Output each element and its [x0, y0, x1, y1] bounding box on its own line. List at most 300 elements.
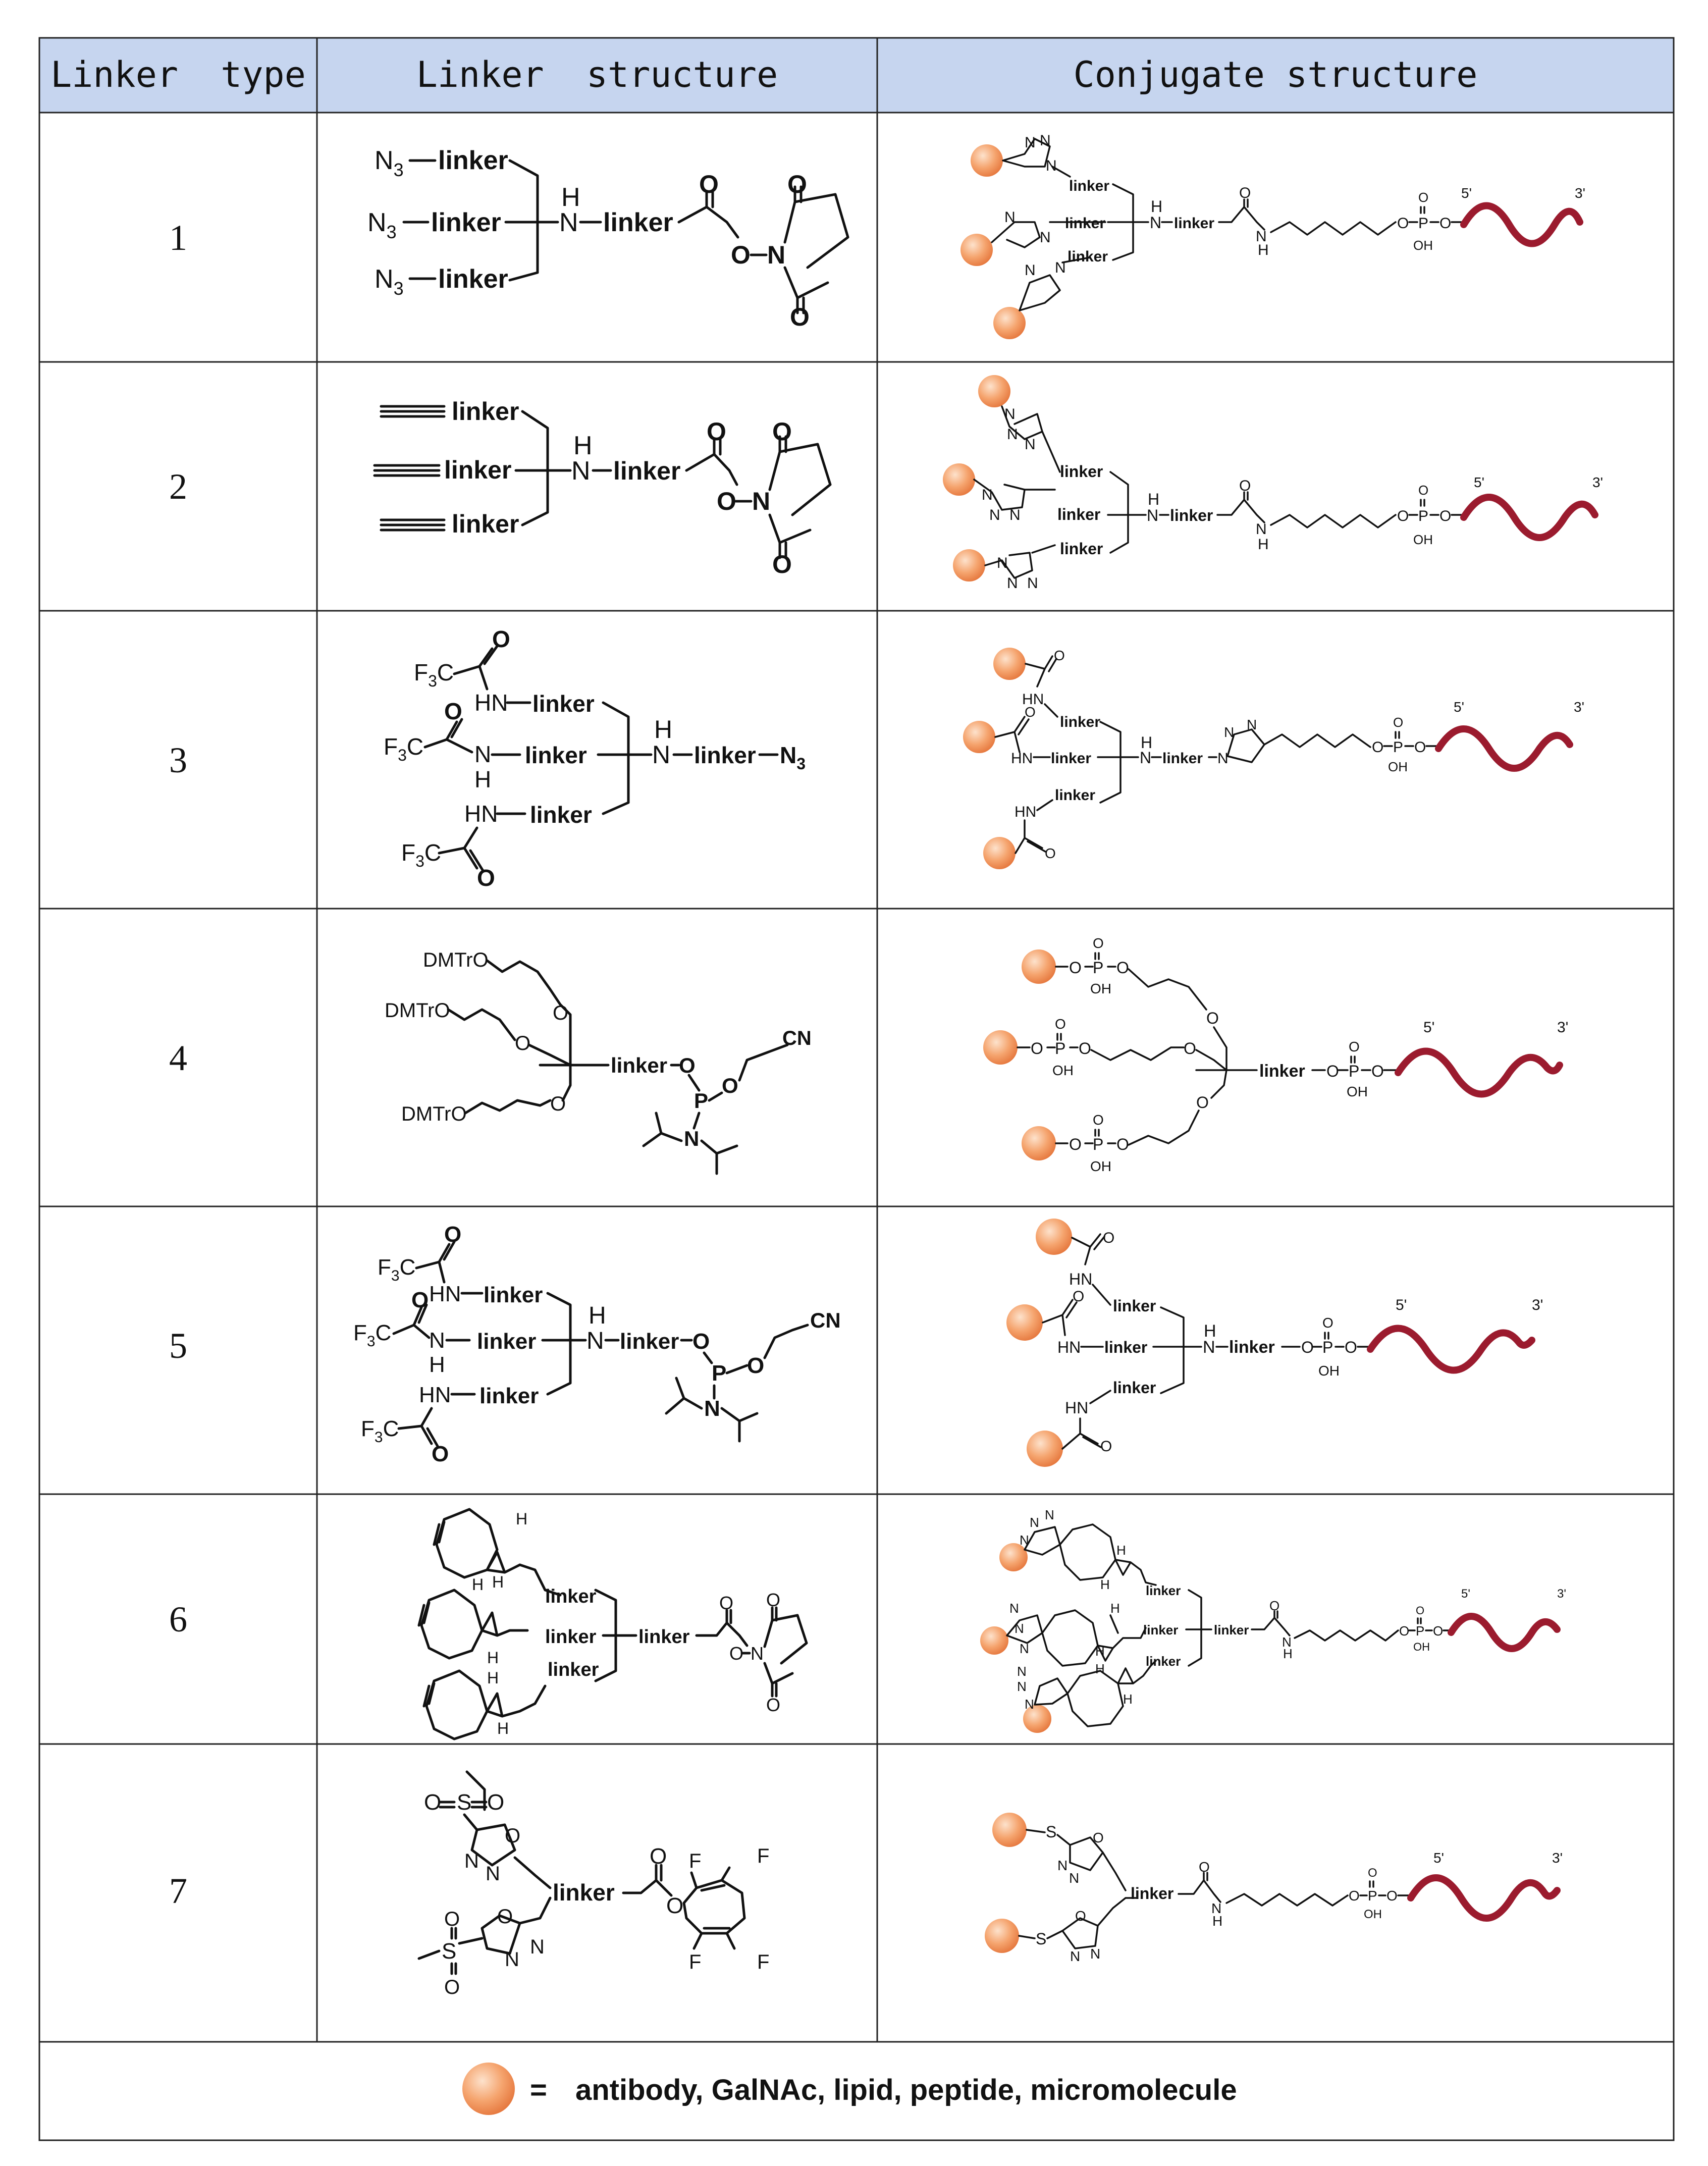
svg-text:linker: linker: [1060, 714, 1101, 730]
svg-text:H: H: [516, 1510, 528, 1528]
svg-text:N: N: [1004, 406, 1016, 422]
svg-text:O: O: [553, 1002, 569, 1024]
svg-text:linker: linker: [1060, 540, 1103, 558]
linker-structure-1: [367, 146, 848, 331]
svg-text:N: N: [982, 487, 993, 503]
rna-strand: [1398, 1051, 1560, 1094]
row-number-2: 2: [169, 466, 187, 507]
svg-text:linker: linker: [1068, 248, 1108, 265]
svg-text:linker: linker: [1131, 1884, 1174, 1903]
svg-text:HN: HN: [1022, 691, 1044, 708]
svg-text:O: O: [1439, 215, 1452, 232]
svg-text:CN: CN: [810, 1308, 841, 1332]
svg-text:N: N: [1140, 749, 1152, 767]
svg-text:linker: linker: [1051, 750, 1092, 767]
svg-text:O: O: [1093, 1830, 1104, 1845]
svg-text:P: P: [1416, 1623, 1425, 1639]
azide-3: $N_3$: [375, 265, 404, 299]
svg-text:O: O: [766, 1590, 781, 1610]
linker-label: linker: [431, 208, 501, 237]
svg-text:linker: linker: [638, 1626, 690, 1648]
svg-text:O: O: [497, 1906, 513, 1928]
svg-text:O: O: [444, 1222, 462, 1247]
linker-label: linker: [438, 146, 508, 175]
svg-text:O: O: [1073, 1288, 1085, 1305]
svg-text:O: O: [1093, 1112, 1104, 1128]
svg-text:H: H: [492, 1573, 504, 1591]
svg-text:O: O: [707, 417, 726, 446]
svg-text:linker: linker: [452, 397, 519, 426]
ligand-sphere: [960, 234, 993, 266]
svg-text:O: O: [1399, 1623, 1410, 1639]
svg-text:HN: HN: [464, 801, 498, 827]
svg-text:O: O: [719, 1593, 734, 1613]
svg-text:O: O: [1206, 1009, 1219, 1027]
svg-text:N: N: [1203, 1338, 1215, 1357]
svg-text:linker: linker: [1104, 1338, 1148, 1356]
svg-text:O: O: [1372, 739, 1384, 756]
svg-text:O: O: [1349, 1888, 1360, 1904]
legend: [462, 2063, 1237, 2115]
svg-text:N: N: [1224, 724, 1235, 740]
svg-text:O: O: [1371, 1062, 1384, 1080]
svg-text:F: F: [757, 1845, 770, 1867]
svg-text:linker: linker: [620, 1329, 679, 1354]
svg-text:P: P: [1349, 1062, 1360, 1080]
svg-text:H: H: [654, 715, 673, 744]
svg-text:O: O: [515, 1032, 531, 1054]
svg-text:O: O: [717, 487, 736, 515]
svg-text:H: H: [1110, 1601, 1120, 1616]
svg-text:O: O: [1196, 1093, 1209, 1112]
svg-text:O: O: [550, 1093, 566, 1115]
svg-text:F3C: $F_3C$: [401, 839, 442, 870]
svg-text:O: O: [411, 1288, 429, 1312]
svg-text:O: O: [1055, 1016, 1066, 1032]
ligand-sphere: [971, 144, 1003, 177]
svg-text:H: H: [589, 1302, 606, 1329]
svg-text:N: N: [1030, 1515, 1039, 1530]
svg-text:N: N: [652, 741, 671, 769]
svg-text:O: O: [1368, 1866, 1377, 1880]
svg-text:H: H: [472, 1575, 484, 1594]
svg-text:N: N: [1020, 1533, 1029, 1548]
svg-text:linker: linker: [1065, 215, 1106, 232]
svg-text:linker: linker: [1170, 506, 1213, 524]
o-atom: O: [787, 170, 807, 198]
svg-text:N: N: [1282, 1634, 1292, 1650]
svg-text:linker: linker: [545, 1626, 597, 1648]
svg-text:OH: OH: [1090, 981, 1111, 996]
svg-text:linker: linker: [1055, 787, 1096, 804]
svg-text:N: N: [1025, 134, 1036, 151]
svg-text:F: F: [689, 1850, 702, 1872]
svg-text:3': 3': [1557, 1019, 1569, 1036]
o-atom: O: [731, 241, 751, 269]
linker-structure-2: [375, 397, 830, 578]
svg-text:O: O: [1269, 1598, 1280, 1613]
svg-text:O: O: [1100, 1438, 1112, 1455]
svg-text:linker: linker: [545, 1586, 597, 1607]
row-number-5: 5: [169, 1326, 187, 1366]
svg-text:linker: linker: [1162, 750, 1203, 767]
svg-text:N: N: [1057, 1858, 1068, 1873]
svg-text:linker: linker: [452, 510, 519, 538]
svg-text:O: O: [1433, 1623, 1444, 1639]
header-linker-type: Linker type: [50, 54, 306, 95]
svg-text:H: H: [474, 766, 492, 793]
svg-text:N: N: [1256, 521, 1267, 538]
conjugate-structure-6: [980, 1507, 1566, 1733]
svg-text:N: N: [586, 1328, 604, 1354]
svg-text:5': 5': [1474, 474, 1484, 490]
svg-text:linker: linker: [613, 457, 681, 485]
svg-text:N: N: [1025, 436, 1036, 453]
svg-text:O: O: [1075, 1908, 1086, 1924]
linker-structure-6: [419, 1509, 807, 1739]
conjugate-structure-7: [985, 1813, 1563, 1964]
svg-text:O: O: [1199, 1859, 1210, 1875]
svg-text:5': 5': [1454, 699, 1464, 715]
svg-text:N: N: [1247, 717, 1257, 732]
svg-text:O: O: [1239, 185, 1251, 201]
n-atom: N: [767, 241, 786, 269]
rna-strand: [1411, 1878, 1557, 1918]
svg-text:linker: linker: [1174, 215, 1215, 232]
svg-text:O: O: [1069, 1135, 1082, 1153]
conjugate-structure-1: [960, 132, 1585, 339]
svg-text:H: H: [573, 431, 593, 460]
linker-label: linker: [438, 265, 508, 294]
azide-2: $N_3$: [367, 208, 397, 242]
svg-text:O: O: [444, 1976, 460, 1998]
svg-text:N: N: [684, 1127, 700, 1150]
svg-text:linker: linker: [1146, 1654, 1181, 1669]
svg-text:OH: OH: [1318, 1363, 1340, 1379]
svg-text:O: O: [477, 865, 495, 891]
svg-text:3': 3': [1575, 185, 1585, 201]
svg-text:H: H: [497, 1719, 509, 1737]
svg-text:5': 5': [1461, 1587, 1470, 1601]
svg-text:linker: linker: [548, 1659, 599, 1680]
svg-text:O: O: [1386, 1888, 1398, 1904]
svg-text:N: N: [1007, 426, 1018, 443]
svg-text:CN: CN: [782, 1027, 812, 1049]
svg-text:O: O: [492, 626, 510, 652]
svg-text:O: O: [1418, 483, 1429, 498]
svg-text:5': 5': [1396, 1297, 1407, 1313]
svg-text:H: H: [1258, 242, 1269, 258]
svg-text:linker: linker: [530, 802, 592, 828]
svg-text:linker: linker: [611, 1053, 668, 1077]
svg-text:linker: linker: [1113, 1297, 1156, 1315]
svg-text:N: N: [752, 487, 771, 515]
svg-text:O: O: [1116, 1135, 1129, 1153]
legend-equals: =: [530, 2074, 547, 2106]
svg-text:N: N: [1009, 1601, 1019, 1616]
svg-text:OH: OH: [1052, 1063, 1074, 1078]
svg-text:N: N: [464, 1850, 479, 1872]
row-number-6: 6: [169, 1599, 187, 1640]
svg-text:H: H: [1095, 1661, 1105, 1676]
svg-text:P: P: [1093, 1135, 1104, 1153]
svg-text:N: N: [1040, 132, 1051, 149]
svg-text:N: N: [1090, 1946, 1101, 1962]
h-atom: H: [561, 183, 580, 212]
svg-text:O: O: [1418, 190, 1429, 205]
svg-text:F3C: $F_3C$: [384, 733, 424, 764]
svg-text:3': 3': [1552, 1850, 1563, 1866]
svg-text:N: N: [1025, 1697, 1034, 1712]
svg-text:N: N: [486, 1863, 500, 1885]
svg-text:S: S: [1046, 1823, 1057, 1841]
svg-text:O: O: [1054, 648, 1065, 663]
svg-text:N: N: [1040, 229, 1051, 246]
svg-text:OH: OH: [1347, 1084, 1368, 1099]
svg-text:O: O: [729, 1643, 744, 1664]
svg-text:linker: linker: [525, 742, 587, 768]
rna-strand: [1464, 497, 1595, 538]
legend-sphere: [462, 2063, 515, 2115]
svg-text:N: N: [429, 1328, 445, 1353]
conjugate-structure-4: [983, 935, 1568, 1174]
svg-text:HN: HN: [1069, 1270, 1093, 1288]
svg-text:O: O: [1025, 704, 1036, 720]
svg-text:HN: HN: [1057, 1338, 1081, 1356]
row-number-1: 1: [169, 218, 187, 258]
svg-text:DMTrO: DMTrO: [401, 1103, 467, 1125]
svg-text:linker: linker: [694, 742, 756, 768]
svg-text:N: N: [1004, 209, 1016, 226]
linker-structure-7: [419, 1772, 769, 1998]
svg-text:H: H: [1258, 536, 1269, 553]
svg-text:N: N: [1045, 1507, 1054, 1522]
svg-text:N: N: [474, 741, 492, 767]
svg-text:O: O: [1393, 715, 1404, 730]
svg-text:N: N: [1217, 750, 1229, 767]
svg-text:3': 3': [1557, 1587, 1566, 1601]
svg-text:N: N: [1015, 1621, 1024, 1636]
rna-strand: [1370, 1329, 1532, 1370]
svg-text:N: N: [530, 1936, 545, 1958]
svg-text:DMTrO: DMTrO: [385, 999, 450, 1022]
svg-text:O: O: [1031, 1039, 1043, 1058]
svg-text:O: O: [1301, 1338, 1314, 1356]
svg-text:P: P: [1093, 959, 1104, 977]
svg-text:P: P: [1322, 1338, 1333, 1356]
svg-text:N: N: [1211, 1900, 1222, 1916]
row-number-3: 3: [169, 740, 187, 780]
svg-text:N: N: [1009, 507, 1021, 523]
conjugate-structure-5: [1006, 1219, 1543, 1467]
header-linker-structure: Linker structure: [416, 54, 778, 95]
svg-text:O: O: [1439, 508, 1452, 524]
svg-text:O: O: [772, 550, 792, 578]
svg-text:HN: HN: [1011, 750, 1033, 767]
svg-text:O: O: [1239, 478, 1251, 494]
svg-text:O: O: [1326, 1062, 1339, 1080]
svg-text:O: O: [1079, 1039, 1091, 1058]
svg-text:P: P: [694, 1089, 709, 1113]
svg-text:linker: linker: [1143, 1622, 1179, 1637]
svg-text:O: O: [1397, 215, 1409, 232]
svg-text:3': 3': [1592, 474, 1603, 490]
svg-text:F: F: [757, 1951, 770, 1973]
svg-text:H: H: [1123, 1692, 1133, 1707]
svg-text:O: O: [1322, 1315, 1333, 1331]
svg-text:P: P: [1055, 1039, 1066, 1058]
svg-text:O: O: [1116, 959, 1129, 977]
svg-text:3': 3': [1532, 1297, 1543, 1313]
rna-strand: [1438, 729, 1570, 768]
svg-text:N3: $N_3$: [780, 742, 806, 773]
svg-text:F: F: [689, 1951, 702, 1973]
svg-text:linker: linker: [477, 1329, 537, 1354]
svg-text:N: N: [1055, 259, 1066, 276]
linker-structure-4: [385, 949, 812, 1174]
svg-text:N: N: [1070, 1948, 1081, 1964]
svg-text:OH: OH: [1364, 1908, 1382, 1921]
svg-text:S: S: [1036, 1930, 1047, 1948]
svg-text:O: O: [1416, 1604, 1425, 1617]
svg-text:linker: linker: [479, 1384, 539, 1408]
svg-text:H: H: [1151, 197, 1163, 216]
svg-text:N: N: [1020, 1641, 1029, 1656]
svg-text:5': 5': [1461, 185, 1472, 201]
svg-text:linker: linker: [1060, 462, 1103, 481]
n-atom: N: [559, 208, 578, 237]
svg-text:linker: linker: [553, 1879, 615, 1906]
svg-text:N: N: [704, 1396, 720, 1421]
header-conjugate-structure: Conjugate structure: [1073, 54, 1478, 95]
svg-text:DMTrO: DMTrO: [423, 949, 489, 971]
svg-text:F3C: $F_3C$: [378, 1255, 416, 1284]
svg-text:N: N: [1027, 575, 1038, 592]
svg-text:HN: HN: [429, 1282, 461, 1306]
svg-text:O: O: [1069, 959, 1082, 977]
svg-text:O: O: [692, 1329, 710, 1354]
svg-text:P: P: [1393, 739, 1404, 756]
legend-text: antibody, GalNAc, lipid, peptide, micromolecule: [575, 2074, 1237, 2106]
svg-text:N: N: [997, 555, 1008, 571]
svg-text:O: O: [487, 1790, 505, 1815]
svg-text:O: O: [444, 698, 462, 724]
svg-text:H: H: [1141, 733, 1153, 752]
linker-label: linker: [603, 208, 673, 237]
table-border: [39, 38, 1674, 2140]
svg-text:N: N: [1069, 1870, 1080, 1886]
svg-text:P: P: [1418, 508, 1429, 524]
linker-structure-3: [384, 626, 806, 891]
svg-text:O: O: [722, 1074, 738, 1097]
o-atom: O: [699, 170, 719, 198]
svg-text:P: P: [1368, 1888, 1377, 1904]
svg-text:N: N: [1025, 262, 1036, 279]
svg-text:N: N: [1256, 228, 1267, 245]
conjugate-structure-3: [963, 648, 1584, 869]
svg-text:O: O: [1345, 1338, 1357, 1356]
svg-text:F3C: $F_3C$: [414, 659, 454, 690]
svg-text:S: S: [457, 1790, 472, 1815]
svg-text:HN: HN: [474, 690, 508, 716]
svg-text:N: N: [1017, 1664, 1027, 1679]
svg-text:5': 5': [1433, 1850, 1444, 1866]
svg-text:P: P: [712, 1361, 727, 1386]
svg-text:OH: OH: [1413, 532, 1433, 547]
svg-text:O: O: [424, 1790, 442, 1815]
svg-text:O: O: [650, 1844, 667, 1869]
svg-text:OH: OH: [1413, 238, 1433, 253]
svg-text:H: H: [1100, 1577, 1110, 1592]
svg-text:linker: linker: [1057, 505, 1101, 523]
svg-text:H: H: [1148, 490, 1160, 508]
svg-text:H: H: [1212, 1913, 1223, 1929]
svg-text:OH: OH: [1090, 1158, 1111, 1174]
o-atom: O: [790, 303, 810, 331]
svg-text:O: O: [766, 1695, 781, 1715]
svg-text:H: H: [1204, 1322, 1216, 1341]
svg-text:N: N: [505, 1948, 519, 1971]
svg-text:O: O: [432, 1442, 449, 1466]
svg-text:S: S: [442, 1939, 457, 1964]
svg-text:N: N: [751, 1643, 764, 1664]
svg-text:H: H: [487, 1649, 499, 1667]
linker-structure-5: [353, 1222, 841, 1466]
svg-text:O: O: [666, 1893, 684, 1918]
svg-text:OH: OH: [1413, 1641, 1430, 1653]
row-number-7: 7: [169, 1871, 187, 1911]
table-grid: [39, 38, 1674, 2140]
svg-text:N: N: [1147, 506, 1159, 524]
svg-text:H: H: [429, 1352, 445, 1377]
svg-text:linker: linker: [532, 691, 595, 717]
svg-text:N: N: [1007, 575, 1018, 592]
svg-text:O: O: [1184, 1039, 1196, 1058]
svg-text:O: O: [1045, 846, 1056, 861]
svg-text:O: O: [679, 1053, 696, 1077]
svg-text:F3C: $F_3C$: [361, 1416, 399, 1446]
svg-text:N: N: [1017, 1679, 1027, 1694]
svg-text:O: O: [747, 1353, 765, 1378]
svg-text:O: O: [444, 1908, 460, 1930]
svg-text:HN: HN: [1015, 804, 1037, 820]
svg-text:O: O: [505, 1825, 521, 1847]
svg-text:H: H: [487, 1669, 499, 1687]
ligand-sphere: [993, 307, 1026, 339]
svg-text:O: O: [772, 417, 792, 446]
svg-text:N: N: [571, 456, 591, 486]
conjugate-structure-2: [943, 375, 1603, 592]
svg-text:linker: linker: [1113, 1379, 1156, 1397]
svg-text:N: N: [1150, 214, 1162, 232]
svg-text:F3C: $F_3C$: [353, 1320, 392, 1350]
svg-text:O: O: [1397, 508, 1409, 524]
svg-text:H: H: [1283, 1646, 1293, 1661]
svg-text:HN: HN: [1065, 1399, 1089, 1417]
svg-text:O: O: [1349, 1039, 1360, 1054]
svg-text:N: N: [1046, 157, 1057, 174]
svg-text:linker: linker: [484, 1283, 543, 1307]
row-number-4: 4: [169, 1038, 187, 1078]
svg-text:linker: linker: [1069, 178, 1110, 194]
azide-1: $N_3$: [375, 146, 404, 180]
svg-text:linker: linker: [1229, 1338, 1275, 1357]
svg-text:linker: linker: [444, 456, 512, 484]
svg-text:N: N: [989, 507, 1000, 523]
rna-strand: [1451, 1616, 1557, 1649]
svg-text:linker: linker: [1146, 1583, 1181, 1598]
svg-text:5': 5': [1423, 1019, 1435, 1036]
